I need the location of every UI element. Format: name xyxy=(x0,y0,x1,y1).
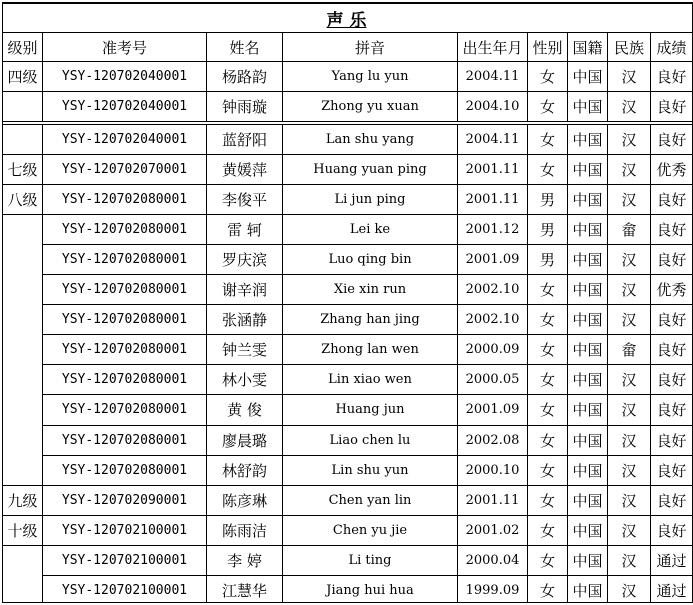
cell-gender: 女 xyxy=(539,491,555,510)
header-name: 姓名 xyxy=(229,38,260,57)
cell-pinyin: Lan shu yang xyxy=(325,132,415,148)
column-line xyxy=(282,124,283,602)
cell-pinyin: Chen yan lin xyxy=(328,492,412,508)
cell-level xyxy=(3,305,42,334)
cell-nationality: 中国 xyxy=(572,98,603,117)
cell-level xyxy=(3,92,42,121)
cell-birth: 2001.09 xyxy=(465,252,520,268)
cell-birth: 2004.11 xyxy=(465,132,520,148)
column-line xyxy=(650,32,651,121)
cell-grade: 良好 xyxy=(656,371,687,390)
cell-grade: 良好 xyxy=(656,401,687,420)
cell-level: 八级 xyxy=(7,191,38,210)
cell-grade: 良好 xyxy=(656,431,687,450)
cell-level xyxy=(3,456,42,485)
cell-gender: 女 xyxy=(539,68,555,87)
column-line xyxy=(206,32,207,121)
column-line xyxy=(527,32,528,121)
cell-birth: 2004.11 xyxy=(465,69,520,85)
cell-ethnicity: 汉 xyxy=(621,68,637,87)
cell-level xyxy=(3,125,42,154)
cell-nationality: 中国 xyxy=(572,251,603,270)
cell-pinyin: Li jun ping xyxy=(334,192,406,208)
cell-gender: 女 xyxy=(539,401,555,420)
column-line xyxy=(607,32,608,121)
cell-ethnicity: 汉 xyxy=(621,521,637,540)
cell-birth: 2001.02 xyxy=(465,522,520,538)
cell-nationality: 中国 xyxy=(572,581,603,600)
cell-grade: 良好 xyxy=(656,131,687,150)
cell-nationality: 中国 xyxy=(572,281,603,300)
cell-ethnicity: 汉 xyxy=(621,551,637,570)
cell-name: 陈彦琳 xyxy=(221,491,267,510)
cell-ethnicity: 汉 xyxy=(621,371,637,390)
cell-birth: 2001.09 xyxy=(465,402,520,418)
cell-gender: 女 xyxy=(539,581,555,600)
cell-level xyxy=(3,576,42,605)
cell-level: 九级 xyxy=(7,491,38,510)
cell-exam-id: YSY-120702040001 xyxy=(61,69,188,85)
row-line xyxy=(42,334,693,335)
cell-exam-id: YSY-120702090001 xyxy=(61,492,188,508)
column-line xyxy=(457,124,458,602)
row-line xyxy=(2,485,693,486)
cell-level: 十级 xyxy=(7,521,38,540)
cell-exam-id: YSY-120702100001 xyxy=(61,552,188,568)
cell-gender: 男 xyxy=(539,191,555,210)
cell-name: 李俊平 xyxy=(221,191,267,210)
cell-level: 七级 xyxy=(7,161,38,180)
cell-nationality: 中国 xyxy=(572,131,603,150)
cell-nationality: 中国 xyxy=(572,401,603,420)
cell-nationality: 中国 xyxy=(572,221,603,240)
cell-name: 李 婷 xyxy=(227,551,262,570)
cell-birth: 2000.10 xyxy=(465,462,520,478)
cell-birth: 1999.09 xyxy=(465,582,520,598)
cell-nationality: 中国 xyxy=(572,161,603,180)
column-line xyxy=(567,32,568,121)
cell-pinyin: Zhang han jing xyxy=(320,312,420,328)
cell-birth: 2002.08 xyxy=(465,432,520,448)
cell-nationality: 中国 xyxy=(572,68,603,87)
cell-birth: 2000.05 xyxy=(465,372,520,388)
cell-grade: 良好 xyxy=(656,191,687,210)
cell-grade: 通过 xyxy=(656,581,687,600)
row-line xyxy=(2,545,693,546)
cell-nationality: 中国 xyxy=(572,461,603,480)
cell-nationality: 中国 xyxy=(572,431,603,450)
header-birth: 出生年月 xyxy=(462,38,523,57)
cell-grade: 良好 xyxy=(656,491,687,510)
cell-name: 廖晨璐 xyxy=(221,431,267,450)
header-level: 级别 xyxy=(7,38,38,57)
cell-grade: 优秀 xyxy=(656,161,687,180)
table-top-border xyxy=(2,2,693,4)
title-bottom-border xyxy=(2,32,693,33)
cell-level xyxy=(3,335,42,364)
cell-exam-id: YSY-120702080001 xyxy=(61,402,188,418)
cell-ethnicity: 畲 xyxy=(621,341,637,360)
cell-exam-id: YSY-120702040001 xyxy=(61,132,188,148)
column-line xyxy=(42,32,43,121)
cell-ethnicity: 畲 xyxy=(621,221,637,240)
cell-ethnicity: 汉 xyxy=(621,191,637,210)
cell-ethnicity: 汉 xyxy=(621,491,637,510)
row-line xyxy=(42,575,693,576)
cell-nationality: 中国 xyxy=(572,191,603,210)
row-line xyxy=(42,364,693,365)
cell-exam-id: YSY-120702040001 xyxy=(61,99,188,115)
cell-pinyin: Xie xin run xyxy=(333,282,407,298)
cell-exam-id: YSY-120702080001 xyxy=(61,282,188,298)
column-line xyxy=(567,124,568,602)
cell-gender: 女 xyxy=(539,551,555,570)
cell-gender: 女 xyxy=(539,161,555,180)
cell-pinyin: Huang yuan ping xyxy=(313,162,427,178)
cell-grade: 良好 xyxy=(656,251,687,270)
cell-birth: 2004.10 xyxy=(465,99,520,115)
cell-ethnicity: 汉 xyxy=(621,431,637,450)
cell-pinyin: Li ting xyxy=(348,552,392,568)
cell-grade: 良好 xyxy=(656,68,687,87)
cell-birth: 2001.11 xyxy=(465,192,520,208)
cell-gender: 女 xyxy=(539,98,555,117)
column-line xyxy=(527,124,528,602)
cell-exam-id: YSY-120702080001 xyxy=(61,252,188,268)
cell-level xyxy=(3,395,42,424)
row-line xyxy=(2,184,693,185)
cell-pinyin: Lin xiao wen xyxy=(328,372,412,388)
cell-nationality: 中国 xyxy=(572,521,603,540)
cell-exam-id: YSY-120702070001 xyxy=(61,162,188,178)
cell-gender: 男 xyxy=(539,221,555,240)
cell-level xyxy=(3,365,42,394)
cell-grade: 良好 xyxy=(656,311,687,330)
cell-name: 张涵静 xyxy=(221,311,267,330)
cell-name: 林小雯 xyxy=(221,371,267,390)
header-bottom-border xyxy=(2,61,693,62)
row-line xyxy=(2,214,693,215)
column-line xyxy=(206,124,207,602)
cell-name: 江慧华 xyxy=(221,581,267,600)
cell-grade: 良好 xyxy=(656,521,687,540)
cell-name: 罗庆滨 xyxy=(221,251,267,270)
cell-exam-id: YSY-120702080001 xyxy=(61,432,188,448)
cell-exam-id: YSY-120702080001 xyxy=(61,312,188,328)
column-line xyxy=(607,124,608,602)
cell-exam-id: YSY-120702080001 xyxy=(61,372,188,388)
cell-gender: 男 xyxy=(539,251,555,270)
cell-pinyin: Huang jun xyxy=(335,402,405,418)
cell-nationality: 中国 xyxy=(572,371,603,390)
cell-pinyin: Zhong yu xuan xyxy=(321,99,419,115)
row-line xyxy=(42,425,693,426)
cell-name: 谢辛润 xyxy=(221,281,267,300)
cell-ethnicity: 汉 xyxy=(621,281,637,300)
cell-nationality: 中国 xyxy=(572,341,603,360)
cell-level xyxy=(3,426,42,455)
cell-gender: 女 xyxy=(539,431,555,450)
column-line xyxy=(42,124,43,602)
cell-pinyin: Liao chen lu xyxy=(329,432,411,448)
cell-ethnicity: 汉 xyxy=(621,98,637,117)
table-bottom-border xyxy=(2,602,693,603)
cell-birth: 2001.12 xyxy=(465,222,520,238)
cell-birth: 2001.11 xyxy=(465,162,520,178)
cell-level xyxy=(3,275,42,304)
cell-grade: 良好 xyxy=(656,461,687,480)
header-ethnicity: 民族 xyxy=(613,38,644,57)
column-line xyxy=(457,32,458,121)
cell-grade: 通过 xyxy=(656,551,687,570)
cell-name: 林舒韵 xyxy=(221,461,267,480)
cell-gender: 女 xyxy=(539,341,555,360)
cell-pinyin: Zhong lan wen xyxy=(321,342,419,358)
cell-name: 蓝舒阳 xyxy=(221,131,267,150)
cell-exam-id: YSY-120702080001 xyxy=(61,342,188,358)
cell-gender: 女 xyxy=(539,461,555,480)
row-line xyxy=(42,274,693,275)
cell-name: 杨路韵 xyxy=(221,68,267,87)
cell-birth: 2002.10 xyxy=(465,312,520,328)
cell-exam-id: YSY-120702080001 xyxy=(61,462,188,478)
cell-pinyin: Jiang hui hua xyxy=(326,582,414,598)
cell-pinyin: Yang lu yun xyxy=(331,69,409,85)
row-line xyxy=(42,455,693,456)
cell-grade: 良好 xyxy=(656,98,687,117)
cell-level: 四级 xyxy=(7,68,38,87)
cell-ethnicity: 汉 xyxy=(621,461,637,480)
cell-nationality: 中国 xyxy=(572,311,603,330)
table-left-border xyxy=(2,2,3,602)
cell-ethnicity: 汉 xyxy=(621,311,637,330)
cell-ethnicity: 汉 xyxy=(621,401,637,420)
cell-grade: 优秀 xyxy=(656,281,687,300)
cell-level xyxy=(3,215,42,244)
cell-gender: 女 xyxy=(539,521,555,540)
header-nationality: 国籍 xyxy=(572,38,603,57)
cell-birth: 2001.11 xyxy=(465,492,520,508)
cell-pinyin: Luo qing bin xyxy=(328,252,412,268)
cell-exam-id: YSY-120702100001 xyxy=(61,522,188,538)
cell-name: 黄媛萍 xyxy=(221,161,267,180)
cell-level xyxy=(3,245,42,274)
cell-grade: 良好 xyxy=(656,341,687,360)
cell-pinyin: Lei ke xyxy=(349,222,391,238)
row-line xyxy=(42,244,693,245)
header-exam-id: 准考号 xyxy=(101,38,147,57)
cell-birth: 2002.10 xyxy=(465,282,520,298)
cell-ethnicity: 汉 xyxy=(621,581,637,600)
cell-ethnicity: 汉 xyxy=(621,251,637,270)
cell-birth: 2000.09 xyxy=(465,342,520,358)
cell-pinyin: Lin shu yun xyxy=(331,462,409,478)
cell-nationality: 中国 xyxy=(572,551,603,570)
cell-gender: 女 xyxy=(539,281,555,300)
cell-name: 钟雨璇 xyxy=(221,98,267,117)
cell-grade: 良好 xyxy=(656,221,687,240)
header-pinyin: 拼音 xyxy=(354,38,385,57)
row-line xyxy=(42,304,693,305)
column-line xyxy=(282,32,283,121)
row-line xyxy=(2,515,693,516)
column-line xyxy=(650,124,651,602)
cell-name: 雷 轲 xyxy=(227,221,262,240)
row-line xyxy=(2,91,693,92)
cell-gender: 女 xyxy=(539,371,555,390)
header-gender: 性别 xyxy=(532,38,563,57)
cell-ethnicity: 汉 xyxy=(621,131,637,150)
row-line xyxy=(2,154,693,155)
cell-name: 钟兰雯 xyxy=(221,341,267,360)
cell-exam-id: YSY-120702080001 xyxy=(61,192,188,208)
cell-nationality: 中国 xyxy=(572,491,603,510)
row-line xyxy=(42,394,693,395)
section-break-line xyxy=(2,121,693,122)
cell-exam-id: YSY-120702100001 xyxy=(61,582,188,598)
cell-name: 陈雨洁 xyxy=(221,521,267,540)
cell-exam-id: YSY-120702080001 xyxy=(61,222,188,238)
sheet-title: 声 乐 xyxy=(326,10,367,31)
cell-gender: 女 xyxy=(539,311,555,330)
cell-pinyin: Chen yu jie xyxy=(332,522,408,538)
cell-name: 黄 俊 xyxy=(227,401,262,420)
cell-ethnicity: 汉 xyxy=(621,161,637,180)
cell-birth: 2000.04 xyxy=(465,552,520,568)
cell-gender: 女 xyxy=(539,131,555,150)
header-grade: 成绩 xyxy=(656,38,687,57)
cell-level xyxy=(3,546,42,575)
section-break-line xyxy=(2,124,693,125)
